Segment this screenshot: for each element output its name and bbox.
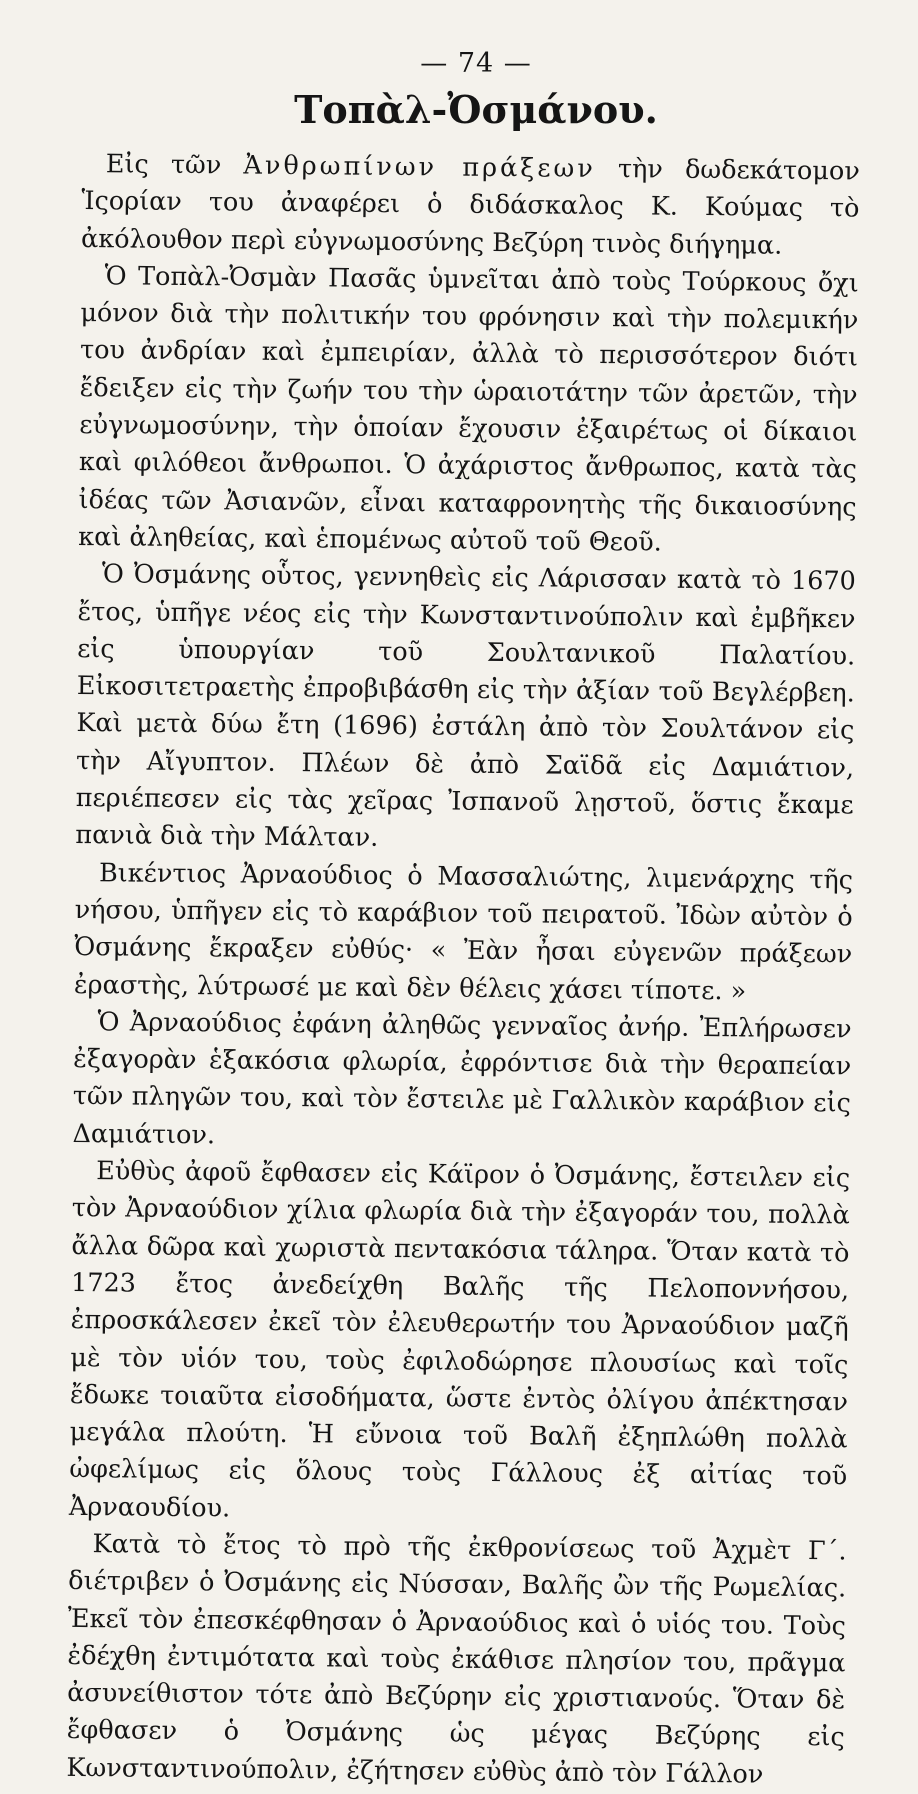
- paragraph-1-lead: Εἰς τῶν: [105, 149, 244, 181]
- paragraph-1: [81, 146, 860, 265]
- paragraph-6: Εὐθὺς ἀφοῦ ἔφθασεν εἰς Κάϊρον ὁ Ὀσμάνης, ἔστειλεν εἰς τὸν Ἀρναούδιον χίλια φλωρία διὰ τὴν ἐξαγοράν του, πολλὰ ἄλλα δῶρα καὶ χωριστὰ πεντακόσια τάληρα. Ὅταν κατὰ τὸ 1723 ἔτος ἀνεδείχθη Βαλῆς τῆς Πελοποννήσου, ἐπροσκάλεσεν ἐκεῖ τὸν ἐλευθερωτήν του Ἀρναούδιον μαζῆ μὲ τὸν υἱόν του, τοὺς ἐφιλοδώρησε πλουσίως καὶ τοῖς ἔδωκε τοιαῦτα εἰσοδήματα, ὥστε ἐντὸς ὀλίγου ἀπέκτησαν μεγάλα πλούτη. Ἡ εὔνοια τοῦ Βαλῆ ἐξηπλώθη πολλὰ ὠφελίμως εἰς ὅλους τοὺς Γάλλους ἐξ αἰτίας τοῦ Ἀρναουδίου.: [68, 1156, 851, 1524]
- page-number: — 74 —: [420, 48, 532, 79]
- book-title-spaced: Ἀνθρωπίνων πράξεων: [243, 150, 596, 184]
- paragraph-3: Ὁ Ὀσμάνης οὗτος, γεννηθεὶς εἰς Λάρισσαν κατὰ τὸ 1670 ἔτος, ὑπῆγε νέος εἰς τὴν Κωνσταντινούπολιν καὶ ἐμβῆκεν εἰς ὑπουργίαν τοῦ Σουλτανικοῦ Παλατίου. Εἰκοσιτετραετὴς ἐπροβιβάσθη εἰς τὴν ἀξίαν τοῦ Βεγλέρβεη. Καὶ μετὰ δύω ἔτη (1696) ἐστάλη ἀπὸ τὸν Σουλτάνον εἰς τὴν Αἴγυπτον. Πλέων δὲ ἀπὸ Σαϊδᾶ εἰς Δαμιάτιον, περιέπεσεν εἰς τὰς χεῖρας Ἰσπανοῦ λῃστοῦ, ὅστις ἔκαμε πανιὰ διὰ τὴν Μάλταν.: [75, 559, 856, 854]
- paragraph-7: Κατὰ τὸ ἔτος τὸ πρὸ τῆς ἐκθρονίσεως τοῦ Ἀχμὲτ Γ΄. διέτριβεν ὁ Ὀσμάνης εἰς Νύσσαν, Βαλῆς ὢν τῆς Ρωμελίας. Ἐκεῖ τὸν ἐπεσκέφθησαν ὁ Ἀρναούδιος καὶ ὁ υἱός του. Τοὺς ἐδέχθη ἐντιμότατα καὶ τοὺς ἐκάθισε πλησίον του, πρᾶγμα ἀσυνείθιστον τότε ἀπὸ Βεζύρην εἰς χριστιανούς. Ὅταν δὲ ἔφθασεν ὁ Ὀσμάνης ὡς μέγας Βεζύρης εἰς Κωνσταντινούπολιν, ἐζήτησεν εὐθὺς ἀπὸ τὸν Γάλλον: [66, 1529, 847, 1790]
- paragraph-2: Ὁ Τοπὰλ-Ὀσμὰν Πασᾶς ὑμνεῖται ἀπὸ τοὺς Τούρκους ὄχι μόνον διὰ τὴν πολιτικήν του φρόνησιν καὶ τὴν πολεμικήν του ἀνδρίαν καὶ ἐμπειρίαν, ἀλλὰ τὸ περισσότερον διότι ἔδειξεν εἰς τὴν ζωήν του τὴν ὡραιοτάτην τῶν ἀρετῶν, τὴν εὐγνωμοσύνην, τὴν ὁποίαν ἔχουσιν ἐξαιρέτως οἱ δίκαιοι καὶ φιλόθεοι ἄνθρωποι. Ὁ ἀχάριστος ἄνθρωπος, κατὰ τὰς ἰδέας τῶν Ἀσιανῶν, εἶναι καταφρονητὴς τῆς δικαιοσύνης καὶ ἀληθείας, καὶ ἑπομένως αὐτοῦ τοῦ Θεοῦ.: [78, 261, 859, 558]
- paragraph-1-rest: τὴν δωδεκάτομον Ἱςορίαν του ἀναφέρει ὁ διδάσκαλος Κ. Κούμας τὸ ἀκόλουθον περὶ εὐγνωμοσύνης Βεζύρη τινὸς διήγημα.: [80, 153, 860, 261]
- paragraph-4: Βικέντιος Ἀρναούδιος ὁ Μασσαλιώτης, λιμενάρχης τῆς νήσου, ὑπῆγεν εἰς τὸ καράβιον τοῦ πειρατοῦ. Ἰδὼν αὐτὸν ὁ Ὀσμάνης ἔκραξεν εὐθύς· « Ἐὰν ἦσαι εὐγενῶν πράξεων ἐραστὴς, λύτρωσέ με καὶ δὲν θέλεις χάσει τίποτε. »: [73, 857, 854, 1006]
- chapter-title: Τοπὰλ-Ὀσμάνου.: [294, 87, 658, 132]
- body-text: [66, 146, 860, 1794]
- paragraph-5: Ὁ Ἀρναούδιος ἐφάνη ἀληθῶς γενναῖος ἀνήρ. Ἐπλήρωσεν ἐξαγορὰν ἑξακόσια φλωρία, ἐφρόντισε διὰ τὴν θεραπείαν τῶν πληγῶν του, καὶ τὸν ἔστειλε μὲ Γαλλικὸν καράβιον εἰς Δαμιάτιον.: [72, 1007, 852, 1151]
